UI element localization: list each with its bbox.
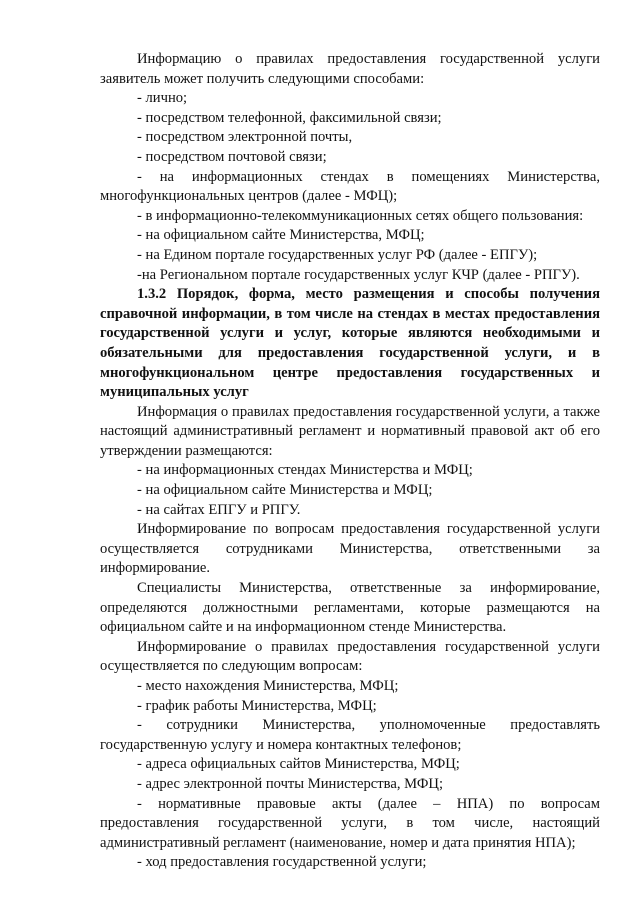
way-in-person: - лично; xyxy=(137,90,188,107)
way-epgu: - на Едином портале государственных услуг РФ (далее - ЕПГУ); xyxy=(137,246,538,263)
question-websites: - адреса официальных сайтов Министерства, МФЦ; xyxy=(137,756,460,773)
way-phone-fax: - посредством телефонной, факсимильной связи; xyxy=(137,109,442,126)
question-staff-phones: - сотрудники Министерства, уполномоченные предоставлять государственную услугу и номера контактных телефонов; xyxy=(100,717,600,753)
informing-paragraph: Информирование по вопросам предоставления государственной услуги осуществляется сотрудниками Министерства, ответственными за информирование. xyxy=(100,521,600,577)
question-legal-acts: - нормативные правовые акты (далее – НПА) по вопросам предоставления государственной услуги, в том числе, настоящий административный регламент (наименование, номер и дата принятия НПА); xyxy=(100,795,600,851)
question-progress: - ход предоставления государственной услуги; xyxy=(137,854,427,871)
specialists-paragraph: Специалисты Министерства, ответственные за информирование, определяются должностными регламентами, которые размещаются на официальном сайте и на информационном стенде Министерства. xyxy=(100,580,600,636)
way-networks: - в информационно-телекоммуникационных сетях общего пользования: xyxy=(137,207,584,224)
question-location: - место нахождения Министерства, МФЦ; xyxy=(137,678,399,694)
placement-intro-paragraph: Информация о правилах предоставления государственной услуги, а также настоящий административный регламент и нормативный правовой акт об его утверждении размещаются: xyxy=(100,403,600,459)
placement-official-site: - на официальном сайте Министерства и МФЦ; xyxy=(137,482,433,499)
way-ministry-site: - на официальном сайте Министерства, МФЦ; xyxy=(137,227,425,244)
document-page xyxy=(100,50,600,873)
placement-portals: - на сайтах ЕПГУ и РПГУ. xyxy=(137,501,301,518)
intro-paragraph: Информацию о правилах предоставления государственной услуги заявитель может получить следующими способами: xyxy=(100,51,600,87)
question-schedule: - график работы Министерства, МФЦ; xyxy=(137,697,377,714)
question-email: - адрес электронной почты Министерства, МФЦ; xyxy=(137,775,444,792)
section-heading: 1.3.2 Порядок, форма, место размещения и способы получения справочной информации, в том числе на стендах в местах предоставления государственной услуги и услуг, которые являются необходимыми и обязательными для предоставления государственной услуги, и в многофункциональном центре предоставления государственных и муниципальных услуг xyxy=(100,286,600,401)
way-post: - посредством почтовой связи; xyxy=(137,148,327,165)
questions-intro-paragraph: Информирование о правилах предоставления государственной услуги осуществляется по следующим вопросам: xyxy=(100,638,600,675)
way-stands: - на информационных стендах в помещениях Министерства, многофункциональных центров (далее - МФЦ); xyxy=(100,168,600,205)
way-rpgu: -на Региональном портале государственных услуг КЧР (далее - РПГУ). xyxy=(137,266,580,283)
way-email: - посредством электронной почты, xyxy=(137,129,353,146)
placement-stands: - на информационных стендах Министерства и МФЦ; xyxy=(137,462,473,479)
